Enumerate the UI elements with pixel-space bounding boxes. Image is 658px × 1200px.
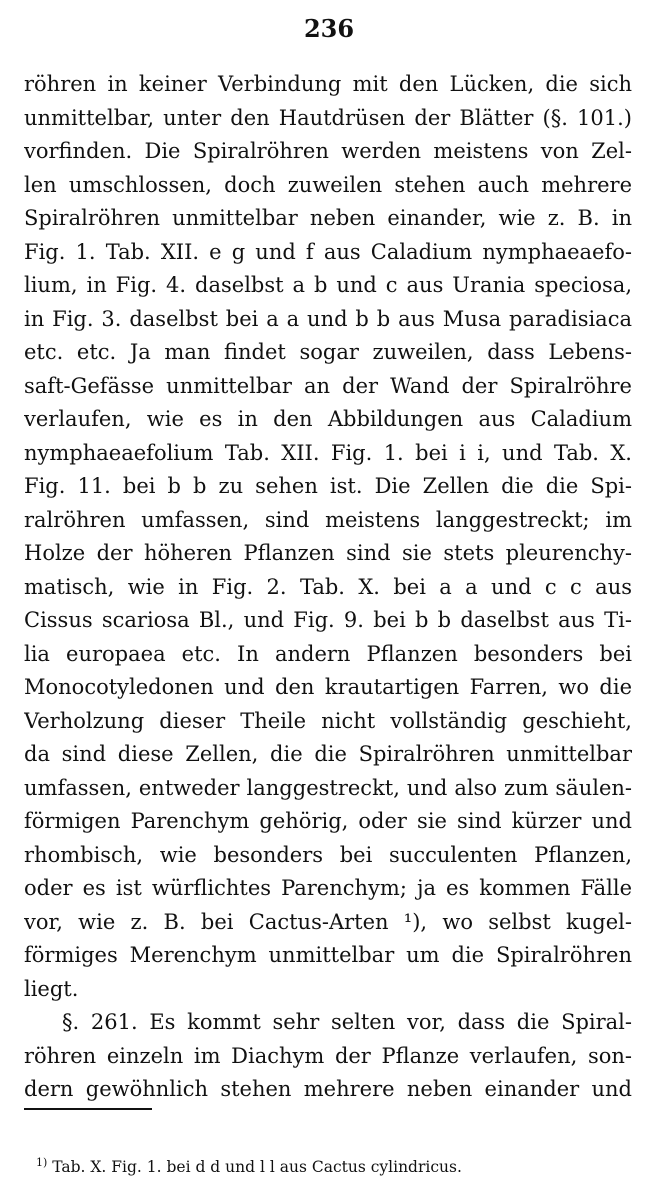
text-line: lium, in Fig. 4. daselbst a b und c aus Urania speciosa, <box>24 273 632 297</box>
text-line: umfassen, entweder langgestreckt, und also zum säulen- <box>24 775 632 800</box>
text-line: nymphaeaefolium Tab. XII. Fig. 1. bei i i, und Tab. X. <box>24 440 632 465</box>
footnote-divider <box>24 1108 152 1110</box>
footnote-text: Tab. X. Fig. 1. bei d d und l l aus Cactus cylindricus. <box>52 1158 462 1177</box>
text-line: liegt. <box>24 976 79 1001</box>
body-text <box>24 68 632 1107</box>
text-line: Verholzung dieser Theile nicht vollständig geschieht, <box>24 708 632 733</box>
text-line: Cissus scariosa Bl., und Fig. 9. bei b b daselbst aus Ti- <box>24 608 632 632</box>
footnote <box>36 1152 636 1178</box>
text-line: förmiges Merenchym unmittelbar um die Spiralröhren <box>24 943 632 967</box>
text-line: unmittelbar, unter den Hautdrüsen der Blätter (§. 101.) <box>24 105 632 130</box>
text-line: Spiralröhren unmittelbar neben einander, wie z. B. in <box>24 206 632 230</box>
text-line: Holze der höheren Pflanzen sind sie stets pleurenchy- <box>24 541 632 565</box>
text-line: vorfinden. Die Spiralröhren werden meistens von Zel- <box>24 139 632 163</box>
text-line: Monocotyledonen und den krautartigen Farren, wo die <box>24 675 632 699</box>
text-line: in Fig. 3. daselbst bei a a und b b aus Musa paradisiaca <box>24 306 632 331</box>
text-line: saft-Gefässe unmittelbar an der Wand der Spiralröhre <box>24 373 632 398</box>
text-line: matisch, wie in Fig. 2. Tab. X. bei a a und c c aus <box>24 574 632 599</box>
text-line: verlaufen, wie es in den Abbildungen aus Caladium <box>24 407 632 431</box>
text-line: förmigen Parenchym gehörig, oder sie sind kürzer und <box>24 809 632 833</box>
section-start-line: §. 261. Es kommt sehr selten vor, dass die Spiral- <box>62 1010 632 1034</box>
text-line: röhren in keiner Verbindung mit den Lücken, die sich <box>24 72 632 96</box>
text-line: röhren einzeln im Diachym der Pflanze verlaufen, son- <box>24 1043 632 1068</box>
text-line: rhombisch, wie besonders bei succulenten Pflanzen, <box>24 842 632 867</box>
text-line: ralröhren umfassen, sind meistens langgestreckt; im <box>24 507 632 532</box>
text-line: len umschlossen, doch zuweilen stehen auch mehrere <box>24 172 632 197</box>
page-number: 236 <box>303 14 355 43</box>
text-line: dern gewöhnlich stehen mehrere neben einander und <box>24 1077 632 1101</box>
text-line: lia europaea etc. In andern Pflanzen besonders bei <box>24 641 632 666</box>
footnote-marker: 1) <box>36 1156 48 1169</box>
text-line: Fig. 11. bei b b zu sehen ist. Die Zellen die die Spi- <box>24 474 632 498</box>
text-line: vor, wie z. B. bei Cactus-Arten ¹), wo selbst kugel- <box>24 909 632 934</box>
text-line: oder es ist würflichtes Parenchym; ja es kommen Fälle <box>24 876 632 900</box>
text-line: Fig. 1. Tab. XII. e g und f aus Caladium nymphaeaefo- <box>24 239 632 264</box>
text-line: etc. etc. Ja man findet sogar zuweilen, dass Lebens- <box>24 340 632 364</box>
text-line: da sind diese Zellen, die die Spiralröhren unmittelbar <box>24 742 632 766</box>
